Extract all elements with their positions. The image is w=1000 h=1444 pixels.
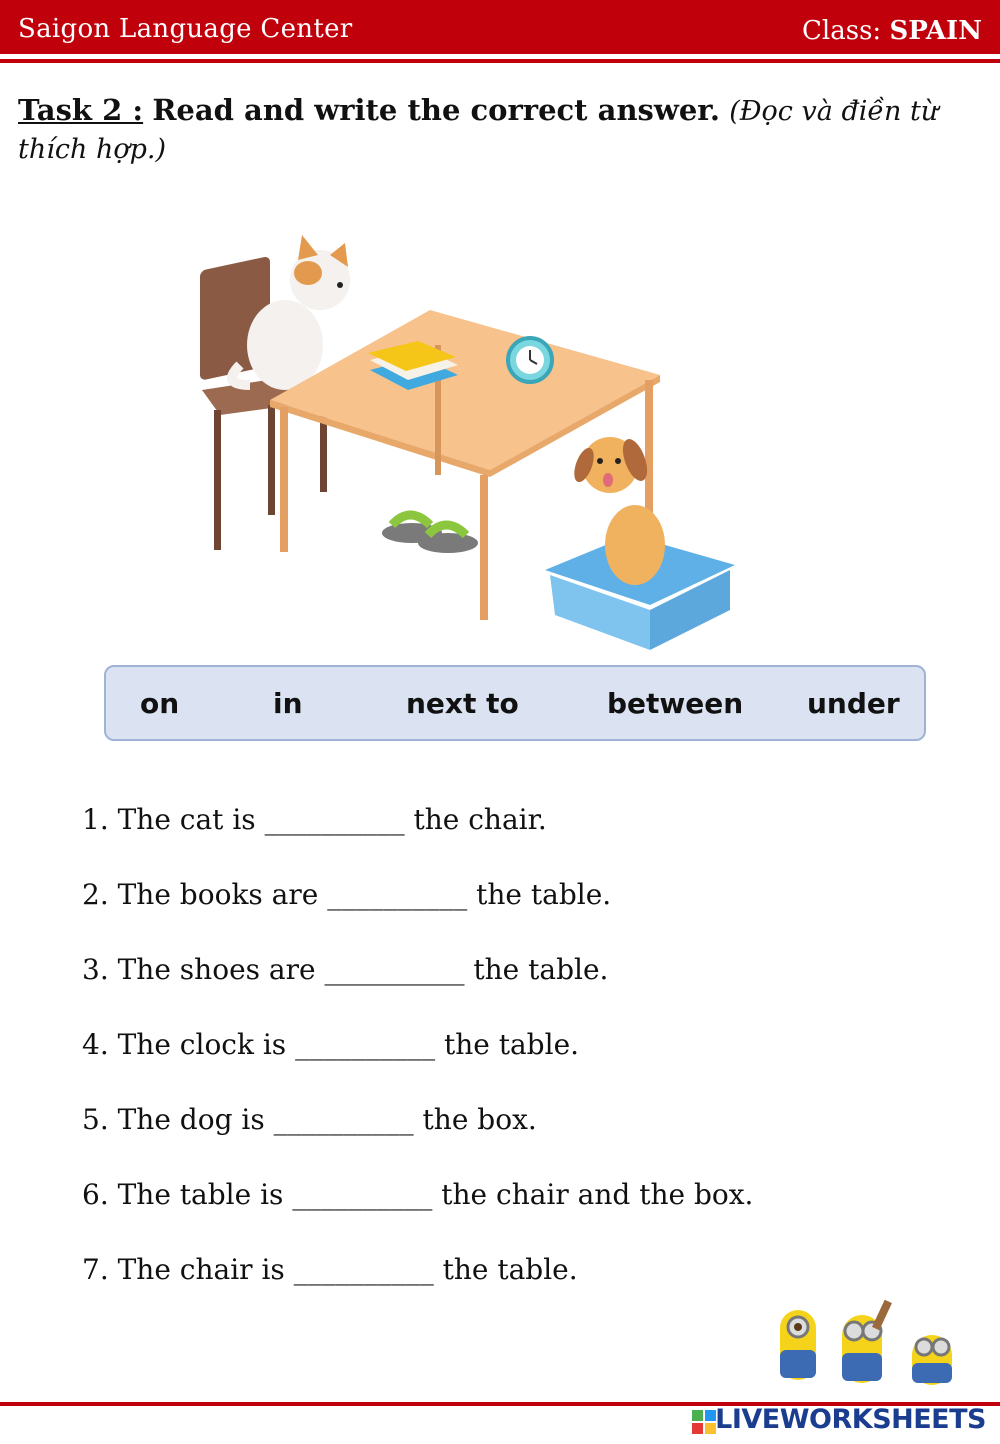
minion-icon (912, 1335, 952, 1385)
question-number: 2. (82, 878, 109, 911)
task-instruction-vn: (Đọc và điền từ thích hợp.) (18, 96, 939, 165)
minion-icon (842, 1300, 892, 1383)
question-after: the box. (422, 1103, 537, 1136)
question-number: 5. (82, 1103, 109, 1136)
minions-illustration (770, 1295, 970, 1390)
word-bank-item: under (807, 687, 900, 720)
question-number: 4. (82, 1028, 109, 1061)
question-before: The dog is (117, 1103, 265, 1136)
answer-blank[interactable]: __________ (327, 878, 468, 911)
word-bank (104, 665, 926, 741)
footer-brand: LIVEWORKSHEETS (715, 1404, 986, 1435)
word-bank-item: in (273, 687, 303, 720)
word-bank-item: on (140, 687, 180, 720)
room-scene-illustration (180, 225, 780, 655)
question-after: the chair. (413, 803, 547, 836)
word-bank-item: between (607, 687, 744, 720)
center-name: Saigon Language Center (18, 14, 353, 44)
question-before: The chair is (117, 1253, 285, 1286)
answer-blank[interactable]: __________ (264, 803, 405, 836)
shoes-icon (382, 515, 478, 553)
liveworksheets-logo-icon (692, 1410, 716, 1434)
question-after: the table. (442, 1253, 578, 1286)
answer-blank[interactable]: __________ (292, 1178, 433, 1211)
question-number: 1. (82, 803, 109, 836)
answer-blank[interactable]: __________ (273, 1103, 414, 1136)
question-number: 3. (82, 953, 109, 986)
answer-blank[interactable]: __________ (295, 1028, 436, 1061)
question-before: The cat is (117, 803, 256, 836)
header-bar (0, 0, 1000, 54)
question-item (82, 878, 611, 911)
question-item (82, 1028, 579, 1061)
header-divider (0, 59, 1000, 63)
clock-icon (508, 338, 552, 382)
class-value: SPAIN (889, 16, 982, 46)
question-item (82, 803, 547, 836)
question-after: the table. (443, 1028, 580, 1061)
question-after: the chair and the box. (441, 1178, 754, 1211)
question-number: 6. (82, 1178, 109, 1211)
answer-blank[interactable]: __________ (324, 953, 465, 986)
question-before: The table is (117, 1178, 284, 1211)
task-instruction: Read and write the correct answer. (152, 93, 720, 127)
question-before: The books are (117, 878, 319, 911)
class-label: Class: (802, 16, 882, 46)
question-after: the table. (473, 953, 609, 986)
question-after: the table. (476, 878, 612, 911)
question-item (82, 1178, 753, 1211)
question-before: The clock is (117, 1028, 287, 1061)
question-item (82, 953, 608, 986)
class-info (802, 16, 982, 46)
question-item (82, 1103, 537, 1136)
minion-icon (780, 1310, 816, 1380)
question-item (82, 1253, 578, 1286)
answer-blank[interactable]: __________ (293, 1253, 434, 1286)
word-bank-item: next to (406, 687, 519, 720)
task-label: Task 2 : (18, 93, 144, 127)
question-before: The shoes are (117, 953, 316, 986)
task-heading (18, 92, 983, 168)
question-number: 7. (82, 1253, 109, 1286)
